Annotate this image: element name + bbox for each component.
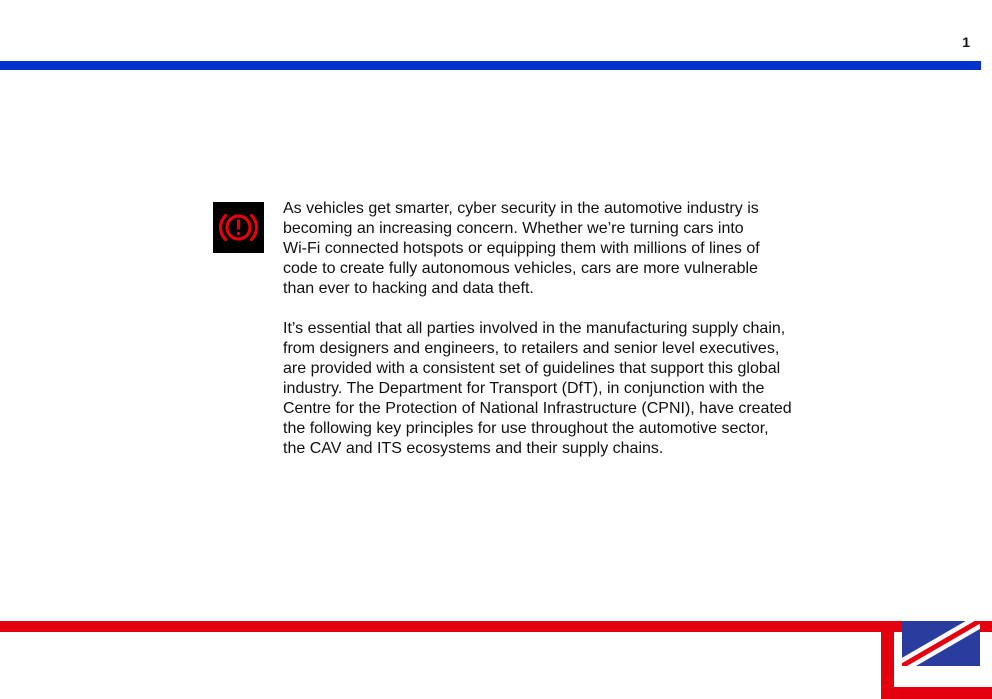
red-rule-frame bbox=[0, 621, 992, 699]
union-flag-icon bbox=[902, 621, 990, 666]
text-line: are provided with a consistent set of guidelines that support this global bbox=[283, 360, 781, 377]
text-line: It’s essential that all parties involved in the manufacturing supply chain, bbox=[283, 320, 786, 337]
page-number: 1 bbox=[962, 34, 970, 50]
text-line: Wi-Fi connected hotspots or equipping them with millions of lines of bbox=[283, 240, 760, 257]
warning-icon-right-arc bbox=[252, 216, 257, 240]
top-blue-rule bbox=[0, 61, 981, 70]
text-line: from designers and engineers, to retailers and senior level executives, bbox=[283, 340, 780, 357]
text-line: code to create fully autonomous vehicles, cars are more vulnerable bbox=[283, 260, 758, 277]
paragraph-principles bbox=[283, 319, 813, 459]
text-line: becoming an increasing concern. Whether we’re turning cars into bbox=[283, 220, 744, 237]
brake-warning-icon bbox=[213, 202, 264, 253]
body-text bbox=[283, 199, 813, 479]
text-line: Centre for the Protection of National Infrastructure (CPNI), have created bbox=[283, 400, 792, 417]
text-line: the following key principles for use throughout the automotive sector, bbox=[283, 420, 769, 437]
text-line: the CAV and ITS ecosystems and their supply chains. bbox=[283, 440, 664, 457]
warning-icon-left-arc bbox=[221, 216, 226, 240]
bottom-red-rule-with-flag bbox=[0, 621, 992, 699]
paragraph-intro bbox=[283, 199, 813, 299]
text-line: industry. The Department for Transport (DfT), in conjunction with the bbox=[283, 380, 765, 397]
warning-icon-bar bbox=[237, 220, 240, 230]
text-line: than ever to hacking and data theft. bbox=[283, 280, 534, 297]
text-line: As vehicles get smarter, cyber security in the automotive industry is bbox=[283, 200, 759, 217]
warning-icon-dot bbox=[237, 232, 240, 235]
